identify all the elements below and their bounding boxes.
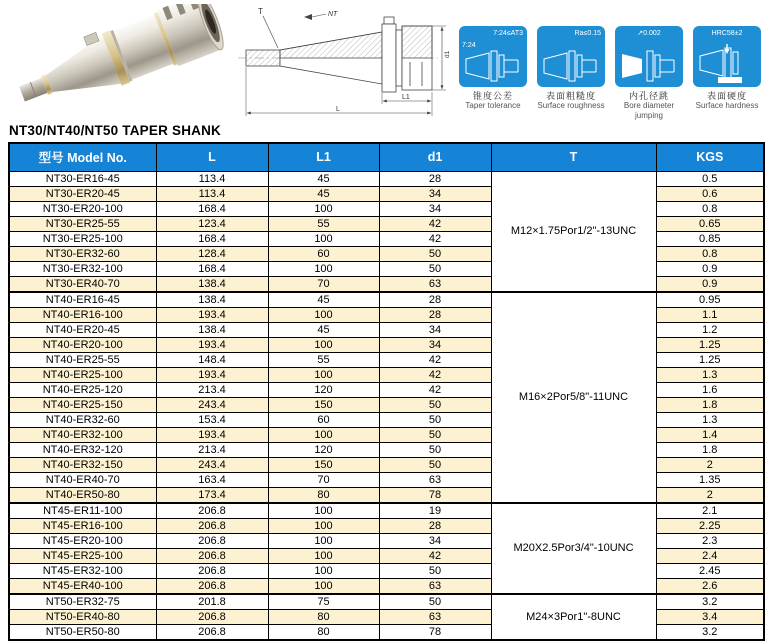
drawing-label-d1: d1: [444, 50, 451, 58]
l-cell: 213.4: [156, 382, 268, 397]
kgs-cell: 3.2: [656, 624, 764, 640]
l1-cell: 100: [268, 337, 379, 352]
l-cell: 206.8: [156, 609, 268, 624]
l1-cell: 80: [268, 624, 379, 640]
spec-table-container: [8, 142, 763, 641]
l-cell: 206.8: [156, 563, 268, 578]
l-cell: 123.4: [156, 216, 268, 231]
badge-label-zh: 锥度公差: [472, 91, 513, 101]
l1-cell: 70: [268, 472, 379, 487]
l-cell: 138.4: [156, 276, 268, 292]
badge-label-en: Surface roughness: [537, 101, 605, 110]
kgs-cell: 0.6: [656, 186, 764, 201]
d1-cell: 42: [379, 548, 491, 563]
spec-badge-surface-roughness: [537, 26, 605, 121]
l1-cell: 45: [268, 171, 379, 186]
model-no-cell: NT50-ER32-75: [9, 594, 156, 610]
model-no-cell: NT40-ER16-100: [9, 307, 156, 322]
d1-cell: 50: [379, 397, 491, 412]
badge-label-zh: 表面粗糙度: [545, 91, 596, 101]
model-no-cell: NT40-ER32-150: [9, 457, 156, 472]
l-cell: 168.4: [156, 201, 268, 216]
kgs-cell: 0.8: [656, 246, 764, 261]
spec-badge-taper-tolerance: [459, 26, 527, 121]
kgs-cell: 1.3: [656, 367, 764, 382]
l-cell: 193.4: [156, 427, 268, 442]
model-no-cell: NT40-ER40-70: [9, 472, 156, 487]
d1-cell: 63: [379, 472, 491, 487]
model-no-cell: NT40-ER32-120: [9, 442, 156, 457]
taper-tolerance-graphic: [459, 26, 527, 87]
l1-cell: 70: [268, 276, 379, 292]
kgs-cell: 0.9: [656, 261, 764, 276]
model-no-cell: NT40-ER32-60: [9, 412, 156, 427]
badge-value: 7:24≤AT3: [493, 30, 523, 37]
l-cell: 206.8: [156, 518, 268, 533]
l-cell: 173.4: [156, 487, 268, 503]
model-no-cell: NT45-ER20-100: [9, 533, 156, 548]
bore-cone-icon: [618, 50, 680, 84]
l1-cell: 45: [268, 292, 379, 308]
badge-value: Ra≤0.15: [574, 30, 601, 37]
header-l: L: [156, 143, 268, 171]
l1-cell: 60: [268, 246, 379, 261]
l-cell: 153.4: [156, 412, 268, 427]
d1-cell: 50: [379, 261, 491, 276]
model-no-cell: NT40-ER20-100: [9, 337, 156, 352]
l1-cell: 100: [268, 201, 379, 216]
l1-cell: 100: [268, 578, 379, 594]
model-no-cell: NT40-ER25-120: [9, 382, 156, 397]
kgs-cell: 2: [656, 487, 764, 503]
l1-cell: 55: [268, 352, 379, 367]
l-cell: 113.4: [156, 186, 268, 201]
kgs-cell: 1.2: [656, 322, 764, 337]
l-cell: 138.4: [156, 322, 268, 337]
l1-cell: 120: [268, 382, 379, 397]
l1-cell: 100: [268, 307, 379, 322]
header-model-no: 型号 Model No.: [9, 143, 156, 171]
l1-cell: 150: [268, 397, 379, 412]
l1-cell: 80: [268, 609, 379, 624]
model-no-cell: NT30-ER25-100: [9, 231, 156, 246]
product-photo: [8, 4, 234, 118]
spec-badge-bore-jumping: [615, 26, 683, 121]
l1-cell: 100: [268, 533, 379, 548]
model-no-cell: NT50-ER40-80: [9, 609, 156, 624]
model-no-cell: NT40-ER25-150: [9, 397, 156, 412]
model-no-cell: NT45-ER16-100: [9, 518, 156, 533]
header-t: T: [491, 143, 656, 171]
drawing-label-t: T: [258, 7, 263, 16]
l1-cell: 100: [268, 427, 379, 442]
kgs-cell: 2: [656, 457, 764, 472]
d1-cell: 50: [379, 457, 491, 472]
d1-cell: 63: [379, 578, 491, 594]
l-cell: 163.4: [156, 472, 268, 487]
drawing-label-l1: L1: [402, 94, 410, 101]
d1-cell: 78: [379, 624, 491, 640]
l-cell: 168.4: [156, 231, 268, 246]
header-graphics: [0, 0, 770, 120]
kgs-cell: 1.1: [656, 307, 764, 322]
badge-value-secondary: 7:24: [462, 42, 476, 49]
l1-cell: 120: [268, 442, 379, 457]
d1-cell: 42: [379, 367, 491, 382]
l1-cell: 100: [268, 231, 379, 246]
badge-value: HRC58±2: [711, 30, 743, 37]
l-cell: 206.8: [156, 578, 268, 594]
drawing-label-l: L: [336, 106, 340, 113]
model-no-cell: NT30-ER40-70: [9, 276, 156, 292]
kgs-cell: 1.25: [656, 352, 764, 367]
d1-cell: 50: [379, 442, 491, 457]
thread-spec-cell: M24×3Por1"-8UNC: [491, 594, 656, 640]
model-no-cell: NT40-ER32-100: [9, 427, 156, 442]
d1-cell: 50: [379, 427, 491, 442]
header-kgs: KGS: [656, 143, 764, 171]
model-no-cell: NT40-ER25-55: [9, 352, 156, 367]
l-cell: 148.4: [156, 352, 268, 367]
surface-hardness-graphic: [693, 26, 761, 87]
l-cell: 168.4: [156, 261, 268, 276]
kgs-cell: 3.2: [656, 594, 764, 610]
badge-label-zh: 内孔径跳: [628, 91, 669, 101]
table-row: [9, 292, 764, 308]
l-cell: 193.4: [156, 337, 268, 352]
l1-cell: 60: [268, 412, 379, 427]
kgs-cell: 3.4: [656, 609, 764, 624]
l1-cell: 80: [268, 487, 379, 503]
kgs-cell: 2.45: [656, 563, 764, 578]
model-no-cell: NT30-ER16-45: [9, 171, 156, 186]
badge-label-en: Surface hardness: [695, 101, 759, 110]
table-row: [9, 171, 764, 186]
model-no-cell: NT30-ER20-45: [9, 186, 156, 201]
kgs-cell: 0.8: [656, 201, 764, 216]
d1-cell: 50: [379, 594, 491, 610]
kgs-cell: 1.3: [656, 412, 764, 427]
kgs-cell: 1.25: [656, 337, 764, 352]
l1-cell: 100: [268, 367, 379, 382]
table-row: [9, 503, 764, 519]
model-no-cell: NT45-ER32-100: [9, 563, 156, 578]
l-cell: 206.8: [156, 503, 268, 519]
d1-cell: 34: [379, 322, 491, 337]
d1-cell: 50: [379, 563, 491, 578]
l1-cell: 45: [268, 322, 379, 337]
model-no-cell: NT40-ER50-80: [9, 487, 156, 503]
hardness-test-icon: [696, 44, 758, 84]
d1-cell: 28: [379, 307, 491, 322]
l-cell: 243.4: [156, 397, 268, 412]
d1-cell: 63: [379, 609, 491, 624]
kgs-cell: 1.8: [656, 397, 764, 412]
page-title: NT30/NT40/NT50 TAPER SHANK: [9, 123, 221, 138]
d1-cell: 63: [379, 276, 491, 292]
spec-table-body: [9, 171, 764, 640]
kgs-cell: 0.5: [656, 171, 764, 186]
kgs-cell: 1.8: [656, 442, 764, 457]
header-d1: d1: [379, 143, 491, 171]
d1-cell: 19: [379, 503, 491, 519]
model-no-cell: NT30-ER32-100: [9, 261, 156, 276]
model-no-cell: NT50-ER50-80: [9, 624, 156, 640]
header-l1: L1: [268, 143, 379, 171]
l-cell: 243.4: [156, 457, 268, 472]
thread-spec-cell: M12×1.75Por1/2"-13UNC: [491, 171, 656, 292]
l-cell: 213.4: [156, 442, 268, 457]
model-no-cell: NT30-ER25-55: [9, 216, 156, 231]
badge-label-zh: 表面硬度: [706, 91, 747, 101]
l1-cell: 75: [268, 594, 379, 610]
d1-cell: 42: [379, 216, 491, 231]
kgs-cell: 2.6: [656, 578, 764, 594]
l1-cell: 100: [268, 261, 379, 276]
badge-label-en: Bore diameter jumping: [623, 101, 675, 120]
kgs-cell: 0.65: [656, 216, 764, 231]
d1-cell: 42: [379, 231, 491, 246]
d1-cell: 78: [379, 487, 491, 503]
taper-shank-line-icon: [462, 50, 524, 84]
technical-drawing: [234, 0, 452, 120]
l1-cell: 45: [268, 186, 379, 201]
badge-label-en: Taper tolerance: [465, 101, 521, 110]
table-header-row: [9, 143, 764, 171]
model-no-cell: NT30-ER20-100: [9, 201, 156, 216]
spec-badge-surface-hardness: [693, 26, 761, 121]
l-cell: 206.8: [156, 533, 268, 548]
d1-cell: 34: [379, 201, 491, 216]
kgs-cell: 1.35: [656, 472, 764, 487]
l1-cell: 100: [268, 548, 379, 563]
kgs-cell: 2.1: [656, 503, 764, 519]
spec-badges: [459, 26, 761, 121]
model-no-cell: NT40-ER25-100: [9, 367, 156, 382]
d1-cell: 28: [379, 171, 491, 186]
kgs-cell: 1.6: [656, 382, 764, 397]
d1-cell: 50: [379, 246, 491, 261]
spec-table: [8, 142, 765, 641]
l-cell: 201.8: [156, 594, 268, 610]
l-cell: 138.4: [156, 292, 268, 308]
bore-jumping-graphic: [615, 26, 683, 87]
l-cell: 193.4: [156, 307, 268, 322]
kgs-cell: 0.9: [656, 276, 764, 292]
l1-cell: 100: [268, 563, 379, 578]
model-no-cell: NT40-ER20-45: [9, 322, 156, 337]
kgs-cell: 2.25: [656, 518, 764, 533]
table-row: [9, 594, 764, 610]
l1-cell: 55: [268, 216, 379, 231]
kgs-cell: 2.3: [656, 533, 764, 548]
d1-cell: 50: [379, 412, 491, 427]
l-cell: 113.4: [156, 171, 268, 186]
l1-cell: 150: [268, 457, 379, 472]
model-no-cell: NT45-ER40-100: [9, 578, 156, 594]
d1-cell: 42: [379, 352, 491, 367]
l-cell: 206.8: [156, 624, 268, 640]
d1-cell: 28: [379, 292, 491, 308]
d1-cell: 34: [379, 533, 491, 548]
kgs-cell: 1.4: [656, 427, 764, 442]
l-cell: 193.4: [156, 367, 268, 382]
d1-cell: 28: [379, 518, 491, 533]
l1-cell: 100: [268, 503, 379, 519]
model-no-cell: NT40-ER16-45: [9, 292, 156, 308]
l-cell: 128.4: [156, 246, 268, 261]
thread-spec-cell: M16×2Por5/8"-11UNC: [491, 292, 656, 503]
surface-roughness-graphic: [537, 26, 605, 87]
l1-cell: 100: [268, 518, 379, 533]
badge-value: ↗0.002: [637, 30, 661, 37]
model-no-cell: NT30-ER32-60: [9, 246, 156, 261]
taper-shank-line-icon: [540, 50, 602, 84]
d1-cell: 34: [379, 186, 491, 201]
kgs-cell: 2.4: [656, 548, 764, 563]
d1-cell: 34: [379, 337, 491, 352]
kgs-cell: 0.85: [656, 231, 764, 246]
d1-cell: 42: [379, 382, 491, 397]
drawing-label-nt: NT: [328, 11, 338, 18]
thread-spec-cell: M20X2.5Por3/4"-10UNC: [491, 503, 656, 594]
model-no-cell: NT45-ER11-100: [9, 503, 156, 519]
l-cell: 206.8: [156, 548, 268, 563]
model-no-cell: NT45-ER25-100: [9, 548, 156, 563]
kgs-cell: 0.95: [656, 292, 764, 308]
